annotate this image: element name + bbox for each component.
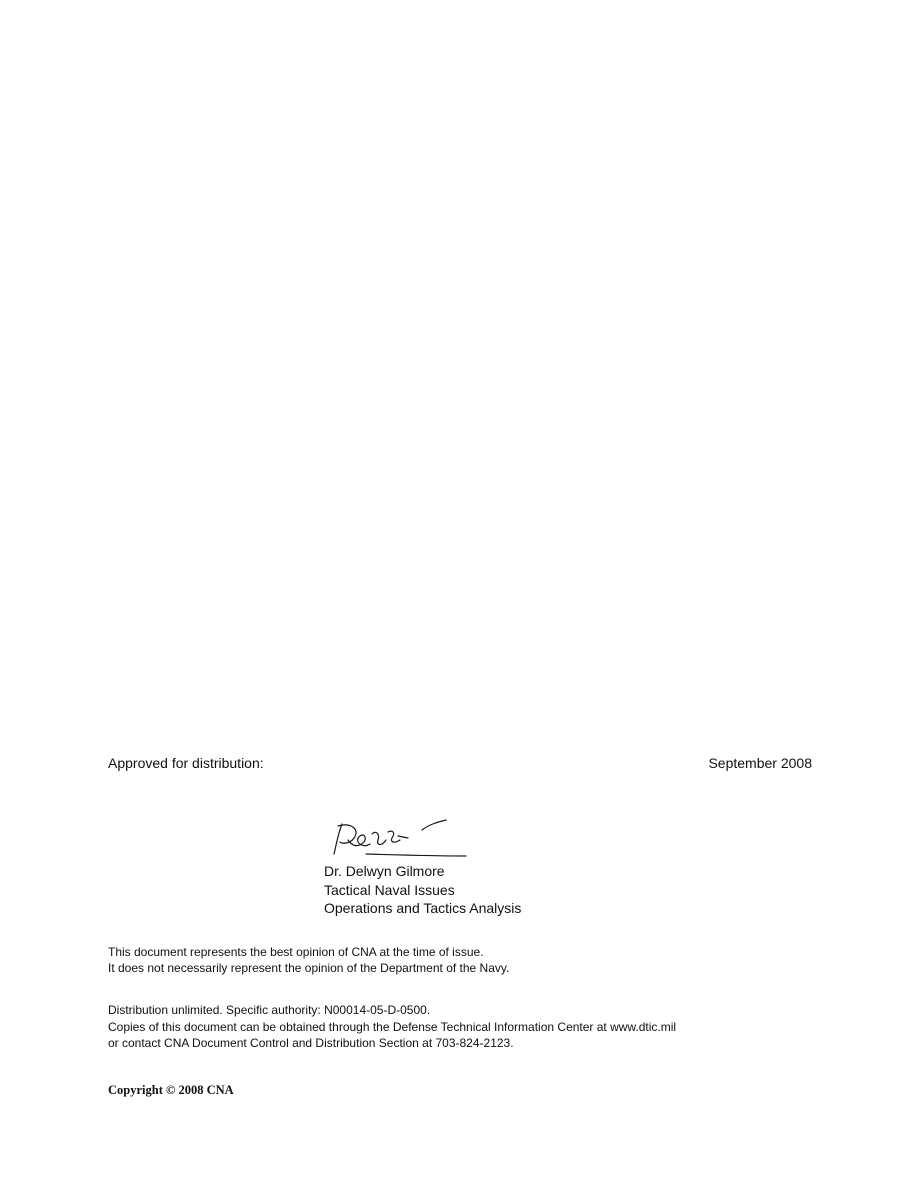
- handwritten-signature: [330, 816, 470, 862]
- approval-date: September 2008: [708, 755, 812, 771]
- signer-title-2: Operations and Tactics Analysis: [324, 900, 522, 916]
- signer-title-1: Tactical Naval Issues: [324, 881, 455, 898]
- disclaimer: [108, 945, 509, 976]
- approval-label: Approved for distribution:: [108, 755, 264, 771]
- distribution-line-2: Copies of this document can be obtained through the Defense Technical Information Center at www.dtic.mil: [108, 1019, 677, 1034]
- disclaimer-line-1: This document represents the best opinion of CNA at the time of issue.: [108, 945, 484, 959]
- copyright-notice: Copyright © 2008 CNA: [108, 1083, 234, 1097]
- signer-block: [324, 862, 521, 918]
- disclaimer-line-2: It does not necessarily represent the opinion of the Department of the Navy.: [108, 960, 510, 975]
- distribution-notice: [108, 1002, 676, 1052]
- distribution-line-3: or contact CNA Document Control and Distribution Section at 703-824-2123.: [108, 1036, 514, 1050]
- signer-name: Dr. Delwyn Gilmore: [324, 863, 445, 879]
- approval-row: [108, 754, 812, 772]
- distribution-line-1: Distribution unlimited. Specific authority: N00014-05-D-0500.: [108, 1003, 431, 1017]
